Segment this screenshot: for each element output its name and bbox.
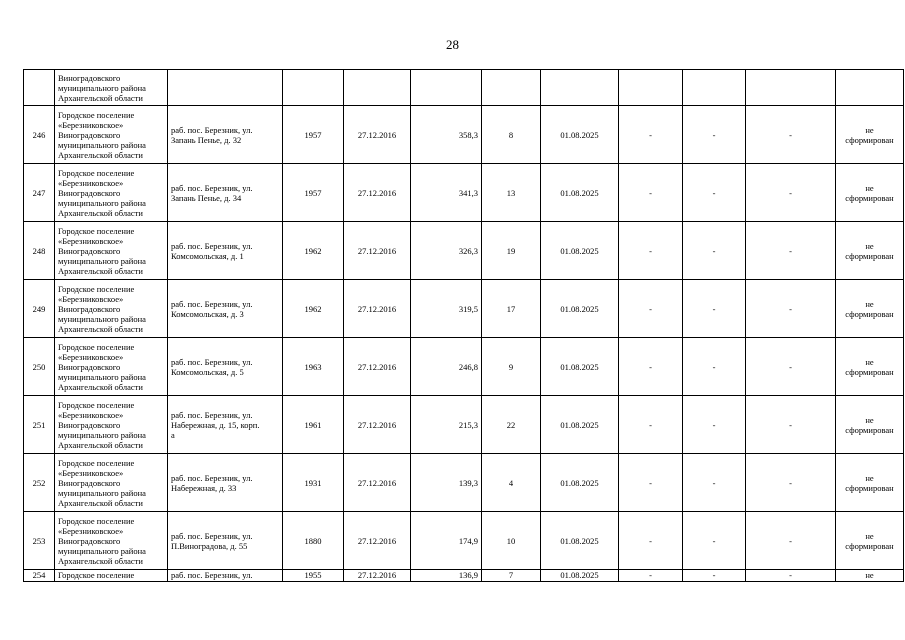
status-line: не: [865, 124, 874, 135]
extra-cell-3: -: [746, 396, 836, 454]
municipality-line: муниципального района: [58, 545, 146, 556]
address-cell: [168, 280, 283, 338]
extra-cell-3: -: [746, 570, 836, 582]
date-cell: 27.12.2016: [344, 164, 411, 222]
municipality-line: Виноградовского: [58, 72, 121, 83]
address-line: раб. пос. Березник, ул.: [171, 240, 253, 251]
year-cell: 1955: [283, 570, 344, 582]
deadline-cell: 01.08.2025: [541, 222, 619, 280]
extra-cell-3: -: [746, 106, 836, 164]
address-cell: [168, 222, 283, 280]
status-line: не: [865, 240, 874, 251]
status-line: сформирован: [845, 308, 894, 319]
extra-cell-1: -: [619, 106, 683, 164]
status-line: не: [865, 414, 874, 425]
municipality-line: Виноградовского: [58, 245, 121, 256]
area-cell: 174,9: [411, 512, 482, 570]
extra-cell-3: -: [746, 280, 836, 338]
year-cell: 1957: [283, 164, 344, 222]
status-line: не: [865, 356, 874, 367]
extra-cell-2: -: [683, 280, 746, 338]
municipality-cell: [55, 454, 168, 512]
deadline-cell: 01.08.2025: [541, 570, 619, 582]
date-cell: 27.12.2016: [344, 338, 411, 396]
municipality-line: муниципального района: [58, 255, 146, 266]
address-line: Комсомольская, д. 3: [171, 308, 244, 319]
municipality-line: муниципального района: [58, 82, 146, 93]
extra-cell-1: -: [619, 338, 683, 396]
extra-cell-2: -: [683, 222, 746, 280]
municipality-line: «Березниковское»: [58, 409, 124, 420]
address-line: раб. пос. Березник, ул.: [171, 356, 253, 367]
municipality-cell: [55, 396, 168, 454]
row-number-cell: 253: [24, 512, 55, 570]
municipality-line: «Березниковское»: [58, 119, 124, 130]
extra-cell-2: -: [683, 396, 746, 454]
count-cell: 22: [482, 396, 541, 454]
municipality-line: Виноградовского: [58, 187, 121, 198]
status-line: сформирован: [845, 424, 894, 435]
count-cell: 13: [482, 164, 541, 222]
deadline-cell: [541, 70, 619, 106]
municipality-line: Виноградовского: [58, 419, 121, 430]
municipality-cell: [55, 338, 168, 396]
municipality-line: «Березниковское»: [58, 235, 124, 246]
year-cell: 1957: [283, 106, 344, 164]
deadline-cell: 01.08.2025: [541, 106, 619, 164]
extra-cell-3: -: [746, 454, 836, 512]
municipality-line: Архангельской области: [58, 497, 143, 508]
extra-cell-2: -: [683, 512, 746, 570]
address-cell: [168, 164, 283, 222]
status-cell: [836, 454, 904, 512]
municipality-line: Архангельской области: [58, 323, 143, 334]
municipality-line: Городское поселение: [58, 167, 135, 178]
year-cell: 1880: [283, 512, 344, 570]
count-cell: 9: [482, 338, 541, 396]
table-row: [24, 338, 904, 396]
municipality-line: «Березниковское»: [58, 177, 124, 188]
municipality-line: Виноградовского: [58, 535, 121, 546]
status-cell: [836, 106, 904, 164]
extra-cell-3: -: [746, 164, 836, 222]
count-cell: 17: [482, 280, 541, 338]
status-line: сформирован: [845, 134, 894, 145]
address-cell: [168, 396, 283, 454]
count-cell: 19: [482, 222, 541, 280]
status-cell: [836, 280, 904, 338]
municipality-line: Архангельской области: [58, 92, 143, 103]
municipality-line: муниципального района: [58, 313, 146, 324]
address-line: раб. пос. Березник, ул.: [171, 472, 253, 483]
extra-cell-1: -: [619, 222, 683, 280]
area-cell: 341,3: [411, 164, 482, 222]
date-cell: 27.12.2016: [344, 280, 411, 338]
date-cell: 27.12.2016: [344, 454, 411, 512]
row-number-cell: 250: [24, 338, 55, 396]
address-cell: [168, 512, 283, 570]
extra-cell-3: -: [746, 222, 836, 280]
row-number-cell: 254: [24, 570, 55, 582]
deadline-cell: 01.08.2025: [541, 164, 619, 222]
status-line: сформирован: [845, 366, 894, 377]
table-row-continued: [24, 70, 904, 106]
area-cell: 246,8: [411, 338, 482, 396]
extra-cell-1: -: [619, 570, 683, 582]
municipality-line: Городское поселение: [58, 515, 135, 526]
status-line: не: [865, 472, 874, 483]
extra-cell-2: -: [683, 570, 746, 582]
date-cell: 27.12.2016: [344, 222, 411, 280]
address-line: раб. пос. Березник, ул.: [171, 182, 253, 193]
area-cell: 215,3: [411, 396, 482, 454]
extra-cell-1: -: [619, 396, 683, 454]
year-cell: [283, 70, 344, 106]
housing-registry-table: [23, 69, 904, 582]
year-cell: 1963: [283, 338, 344, 396]
address-line: Запань Пенье, д. 32: [171, 134, 242, 145]
row-number-cell: 249: [24, 280, 55, 338]
extra-cell-2: -: [683, 164, 746, 222]
municipality-line: Виноградовского: [58, 303, 121, 314]
year-cell: 1931: [283, 454, 344, 512]
table-row: [24, 280, 904, 338]
date-cell: 27.12.2016: [344, 106, 411, 164]
extra-cell-2: -: [683, 106, 746, 164]
municipality-line: «Березниковское»: [58, 467, 124, 478]
table-row: [24, 222, 904, 280]
municipality-cell: [55, 164, 168, 222]
address-line: Комсомольская, д. 5: [171, 366, 244, 377]
table-row-cut: [24, 570, 904, 582]
page-number: 28: [446, 37, 459, 52]
address-cell: [168, 454, 283, 512]
year-cell: 1961: [283, 396, 344, 454]
municipality-line: Архангельской области: [58, 555, 143, 566]
date-cell: 27.12.2016: [344, 570, 411, 582]
status-cell: не: [836, 570, 904, 582]
municipality-cell: [55, 106, 168, 164]
municipality-cell: [55, 70, 168, 106]
address-line: Комсомольская, д. 1: [171, 250, 244, 261]
area-cell: 358,3: [411, 106, 482, 164]
count-cell: 10: [482, 512, 541, 570]
municipality-line: муниципального района: [58, 429, 146, 440]
deadline-cell: 01.08.2025: [541, 512, 619, 570]
status-line: сформирован: [845, 482, 894, 493]
municipality-cell: [55, 280, 168, 338]
address-cell: [168, 70, 283, 106]
municipality-line: Городское поселение: [58, 341, 135, 352]
year-cell: 1962: [283, 280, 344, 338]
address-line: Набережная, д. 15, корп.: [171, 419, 260, 430]
count-cell: [482, 70, 541, 106]
municipality-cell: Городское поселение: [55, 570, 168, 582]
extra-cell-1: -: [619, 164, 683, 222]
area-cell: 136,9: [411, 570, 482, 582]
municipality-line: «Березниковское»: [58, 525, 124, 536]
municipality-line: «Березниковское»: [58, 351, 124, 362]
table-row: [24, 454, 904, 512]
area-cell: 139,3: [411, 454, 482, 512]
status-line: сформирован: [845, 250, 894, 261]
address-line: П.Виноградова, д. 55: [171, 540, 248, 551]
municipality-line: Архангельской области: [58, 149, 143, 160]
municipality-line: Архангельской области: [58, 207, 143, 218]
date-cell: 27.12.2016: [344, 396, 411, 454]
municipality-line: Виноградовского: [58, 129, 121, 140]
status-line: не: [865, 298, 874, 309]
count-cell: 8: [482, 106, 541, 164]
status-cell: [836, 338, 904, 396]
area-cell: [411, 70, 482, 106]
extra-cell-3: -: [746, 338, 836, 396]
status-cell: [836, 70, 904, 106]
municipality-line: Архангельской области: [58, 439, 143, 450]
table-row: [24, 164, 904, 222]
address-line: Запань Пенье, д. 34: [171, 192, 242, 203]
row-number-cell: 246: [24, 106, 55, 164]
municipality-line: Городское поселение: [58, 225, 135, 236]
extra-cell-2: -: [683, 338, 746, 396]
status-line: сформирован: [845, 192, 894, 203]
status-cell: [836, 396, 904, 454]
address-line: раб. пос. Березник, ул.: [171, 409, 253, 420]
extra-cell-1: [619, 70, 683, 106]
municipality-line: Архангельской области: [58, 381, 143, 392]
municipality-cell: [55, 222, 168, 280]
table-body: [24, 70, 904, 582]
row-number-cell: 252: [24, 454, 55, 512]
status-line: сформирован: [845, 540, 894, 551]
municipality-line: Городское поселение: [58, 457, 135, 468]
table-row: [24, 512, 904, 570]
municipality-line: Городское поселение: [58, 283, 135, 294]
municipality-line: муниципального района: [58, 487, 146, 498]
deadline-cell: 01.08.2025: [541, 396, 619, 454]
municipality-line: муниципального района: [58, 371, 146, 382]
municipality-cell: [55, 512, 168, 570]
address-cell: [168, 338, 283, 396]
status-cell: [836, 222, 904, 280]
status-line: не: [865, 182, 874, 193]
extra-cell-3: -: [746, 512, 836, 570]
area-cell: 319,5: [411, 280, 482, 338]
address-cell: [168, 106, 283, 164]
status-cell: [836, 512, 904, 570]
extra-cell-3: [746, 70, 836, 106]
extra-cell-1: -: [619, 454, 683, 512]
municipality-line: Виноградовского: [58, 361, 121, 372]
table-row: [24, 396, 904, 454]
count-cell: 7: [482, 570, 541, 582]
municipality-line: Городское поселение: [58, 399, 135, 410]
municipality-line: Архангельской области: [58, 265, 143, 276]
municipality-line: Городское поселение: [58, 109, 135, 120]
municipality-line: «Березниковское»: [58, 293, 124, 304]
date-cell: 27.12.2016: [344, 512, 411, 570]
extra-cell-2: -: [683, 454, 746, 512]
address-line: а: [171, 429, 175, 440]
address-line: раб. пос. Березник, ул.: [171, 530, 253, 541]
year-cell: 1962: [283, 222, 344, 280]
deadline-cell: 01.08.2025: [541, 280, 619, 338]
date-cell: [344, 70, 411, 106]
row-number-cell: 247: [24, 164, 55, 222]
deadline-cell: 01.08.2025: [541, 454, 619, 512]
count-cell: 4: [482, 454, 541, 512]
address-line: раб. пос. Березник, ул.: [171, 298, 253, 309]
row-number-cell: [24, 70, 55, 106]
row-number-cell: 251: [24, 396, 55, 454]
address-cell: раб. пос. Березник, ул.: [168, 570, 283, 582]
status-cell: [836, 164, 904, 222]
municipality-line: Виноградовского: [58, 477, 121, 488]
row-number-cell: 248: [24, 222, 55, 280]
extra-cell-1: -: [619, 512, 683, 570]
municipality-line: муниципального района: [58, 139, 146, 150]
extra-cell-1: -: [619, 280, 683, 338]
deadline-cell: 01.08.2025: [541, 338, 619, 396]
table-row: [24, 106, 904, 164]
area-cell: 326,3: [411, 222, 482, 280]
municipality-line: муниципального района: [58, 197, 146, 208]
address-line: раб. пос. Березник, ул.: [171, 124, 253, 135]
extra-cell-2: [683, 70, 746, 106]
address-line: Набережная, д. 33: [171, 482, 237, 493]
status-line: не: [865, 530, 874, 541]
